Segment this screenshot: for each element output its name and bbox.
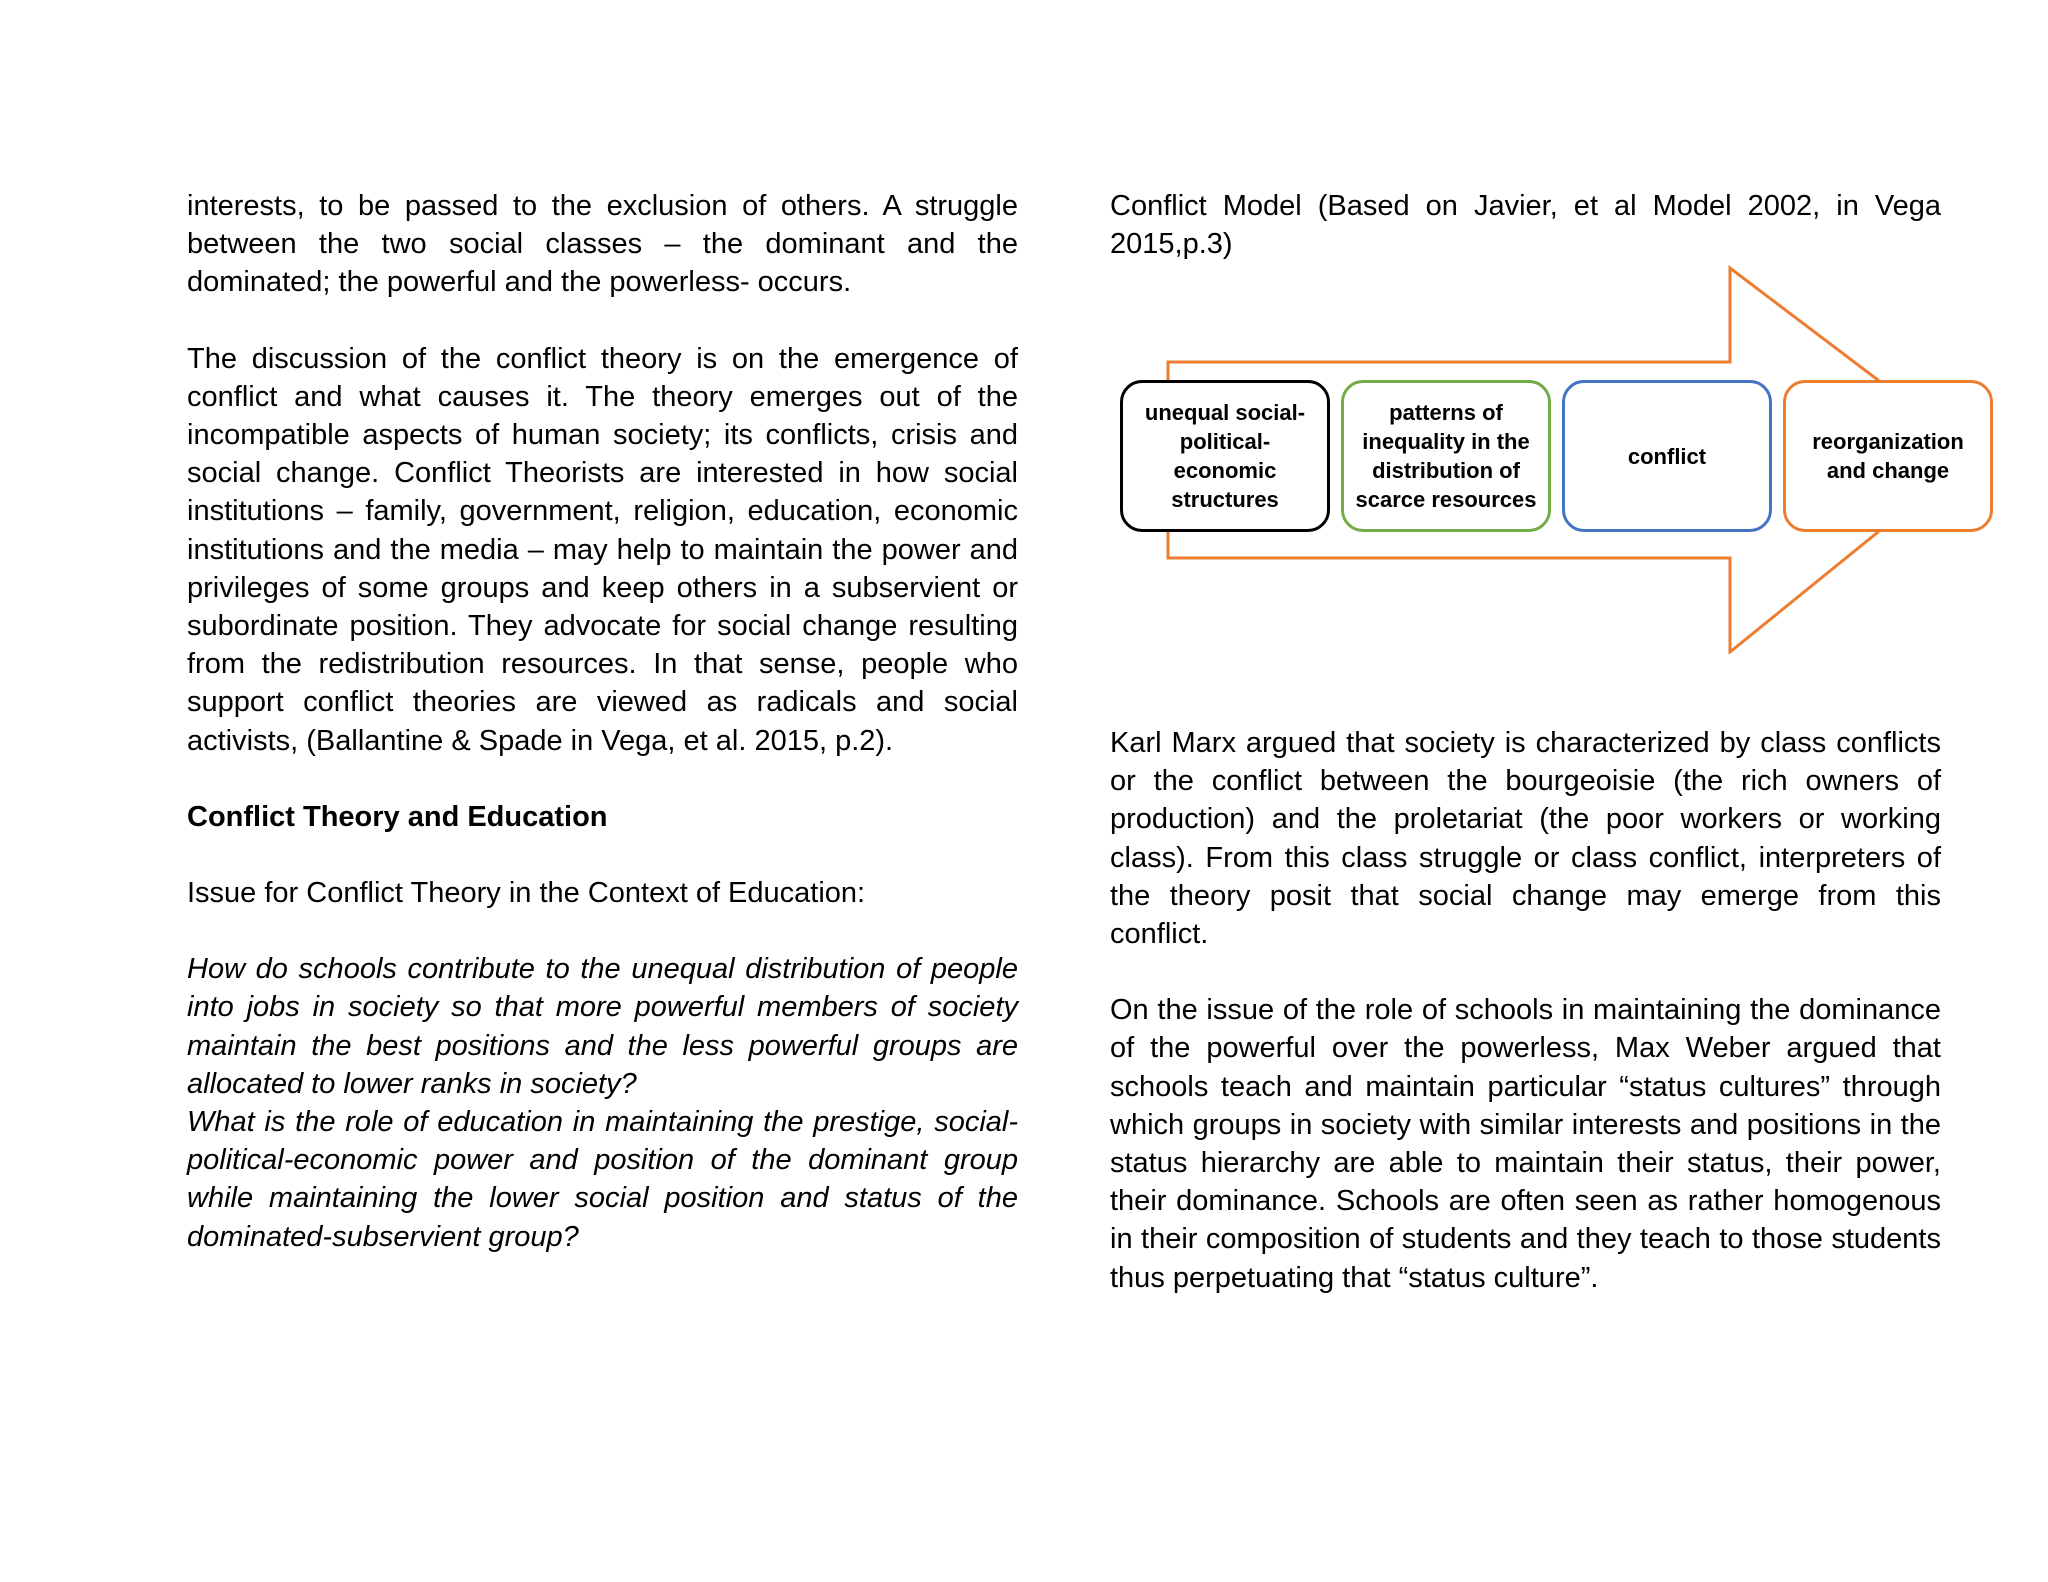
paragraph-struggle: interests, to be passed to the exclusion of others. A struggle between the two social classes – the dominant and the dominated; the powerful and the powerless- occurs.	[187, 190, 1018, 299]
right-column-bottom	[1110, 724, 1941, 1297]
section-heading: Conflict Theory and Education	[187, 800, 608, 833]
box-label: reorganization and change	[1812, 429, 1964, 483]
box-unequal-structures	[1120, 380, 1330, 532]
box-label: conflict	[1627, 443, 1707, 469]
conflict-model-diagram	[1110, 264, 1990, 654]
issue-label: Issue for Conflict Theory in the Context of Education:	[187, 877, 866, 910]
box-reorganization	[1783, 380, 1993, 532]
left-column	[187, 187, 1018, 1256]
box-label: patterns of inequality in the distribution of scarce resources	[1355, 400, 1537, 512]
diagram-caption: Conflict Model (Based on Javier, et al Model 2002, in Vega 2015,p.3)	[1110, 190, 1941, 261]
question-2: What is the role of education in maintaining the prestige, social-political-economic power and position of the dominant group while maintaining the lower social position and status of the dominated-subservient group?	[187, 1106, 1018, 1253]
box-conflict	[1562, 380, 1772, 532]
paragraph-marx: Karl Marx argued that society is characterized by class conflicts or the conflict between the bourgeoisie (the rich owners of production) and the proletariat (the poor workers or working class). From this class struggle or class conflict, interpreters of the theory posit that social change may emerge from this conflict.	[1110, 727, 1941, 951]
right-column-top	[1110, 187, 1941, 263]
paragraph-conflict-theory: The discussion of the conflict theory is on the emergence of conflict and what causes it. The theory emerges out of the incompatible aspects of human society; its conflicts, crisis and social change. Conflict Theorists are interested in how social institutions – family, government, religion, education, economic institutions and the media – may help to maintain the power and privileges of some groups and keep others in a subservient or subordinate position. They advocate for social change resulting from the redistribution resources. In that sense, people who support conflict theories are viewed as radicals and social activists, (Ballantine & Spade in Vega, et al. 2015, p.2).	[187, 342, 1018, 757]
box-label: unequal social-political-economic structures	[1144, 400, 1306, 512]
question-1: How do schools contribute to the unequal distribution of people into jobs in society so that more powerful members of society maintain the best positions and the less powerful groups are allocated to lower ranks in society?	[187, 953, 1018, 1100]
paragraph-weber: On the issue of the role of schools in maintaining the dominance of the powerful over the powerless, Max Weber argued that schools teach and maintain particular “status cultures” through which groups in society with similar interests and positions in the status hierarchy are able to maintain their status, their power, their dominance. Schools are often seen as rather homogenous in their composition of students and they teach to those students thus perpetuating that “status culture”.	[1110, 994, 1941, 1294]
box-patterns-inequality	[1341, 380, 1551, 532]
